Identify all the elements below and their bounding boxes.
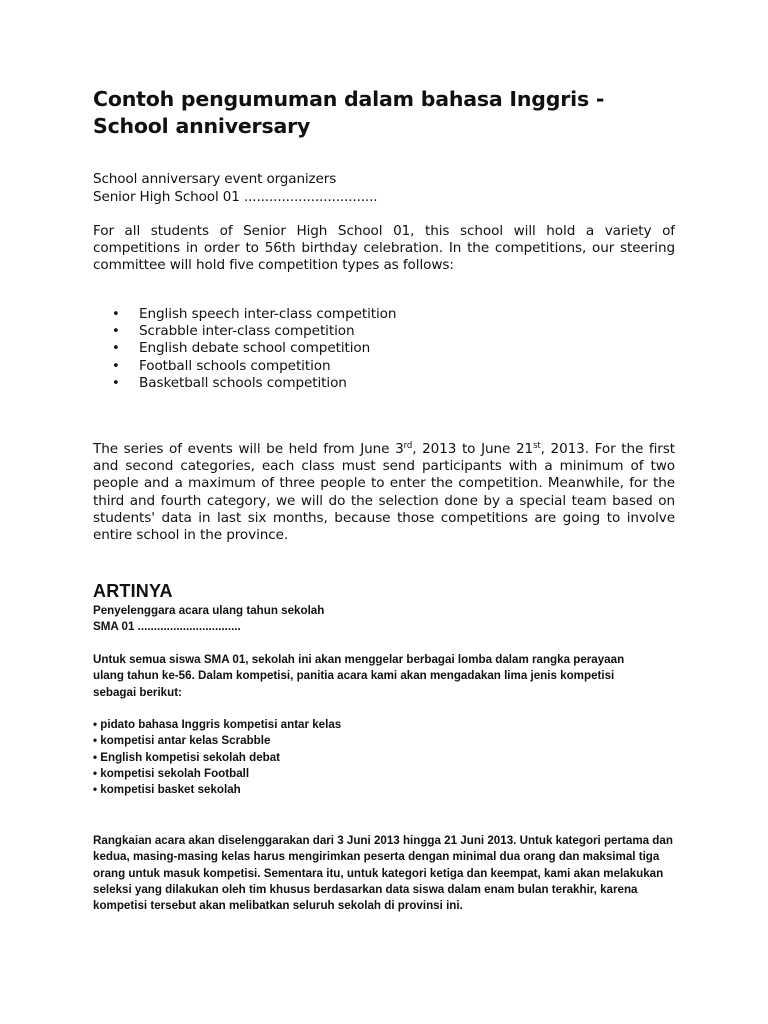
translation-organizer-school: SMA 01 ................................ <box>93 620 241 634</box>
list-item: • Football schools competition <box>112 358 396 375</box>
intro-paragraph: For all students of Senior High School 01, this school will hold a variety of competitions in order to 56th birthday celebration. In the competitions, our steering committee will hold five competition types as follows: <box>93 223 675 274</box>
list-item: • kompetisi basket sekolah <box>93 783 241 797</box>
organizer-school: Senior High School 01 ................................ <box>93 188 378 205</box>
list-item: • English kompetisi sekolah debat <box>93 750 281 764</box>
organizer-block <box>93 171 377 206</box>
translation-competition-list <box>93 717 341 798</box>
translation-organizer-name: Penyelenggara acara ulang tahun sekolah <box>93 604 325 617</box>
schedule-paragraph <box>93 441 675 544</box>
ordinal-suffix: rd <box>403 441 413 451</box>
schedule-text-part: The series of events will be held from June 3 <box>93 441 404 457</box>
list-item: • pidato bahasa Inggris kompetisi antar kelas <box>93 718 342 731</box>
schedule-text-part: , 2013. For the first and second categories, each class must send participants with a minimum of two people and a maximum of three people to enter the competition. Meanwhile, for the third and fourth category, we will do the selection done by a special team based on students' data in last six months, because those competitions are going to involve entire school in the province. <box>93 441 675 544</box>
list-item: • Basketball schools competition <box>112 375 396 392</box>
competition-list <box>112 306 396 392</box>
document-title: Contoh pengumuman dalam bahasa Inggris - School anniversary <box>93 87 605 138</box>
schedule-text-part: , 2013 to June 21 <box>412 441 534 457</box>
list-item: • kompetisi sekolah Football <box>93 766 250 780</box>
translation-intro-paragraph: Untuk semua siswa SMA 01, sekolah ini akan menggelar berbagai lomba dalam rangka perayaan ulang tahun ke-56. Dalam kompetisi, panitia acara kami akan mengadakan lima jenis kompetisi sebagai berikut: <box>93 653 625 699</box>
list-item: • Scrabble inter-class competition <box>112 323 396 340</box>
ordinal-suffix: st <box>533 441 541 451</box>
translation-heading: ARTINYA <box>93 581 173 601</box>
organizer-name: School anniversary event organizers <box>93 171 337 187</box>
list-item: • English debate school competition <box>112 340 396 357</box>
list-item: • kompetisi antar kelas Scrabble <box>93 734 271 748</box>
translation-schedule-paragraph: Rangkaian acara akan diselenggarakan dari 3 Juni 2013 hingga 21 Juni 2013. Untuk kategori pertama dan kedua, masing-masing kelas harus mengirimkan peserta dengan minimal dua orang dan maksimal tiga orang untuk masuk kompetisi. Sementara itu, untuk kategori ketiga dan keempat, kami akan melakukan seleksi yang dilakukan oleh tim khusus berdasarkan data siswa dalam enam bulan terakhir, karena kompetisi tersebut akan melibatkan seluruh sekolah di provinsi ini. <box>93 834 673 913</box>
list-item: • English speech inter-class competition <box>112 306 396 323</box>
translation-organizer-block <box>93 603 324 636</box>
